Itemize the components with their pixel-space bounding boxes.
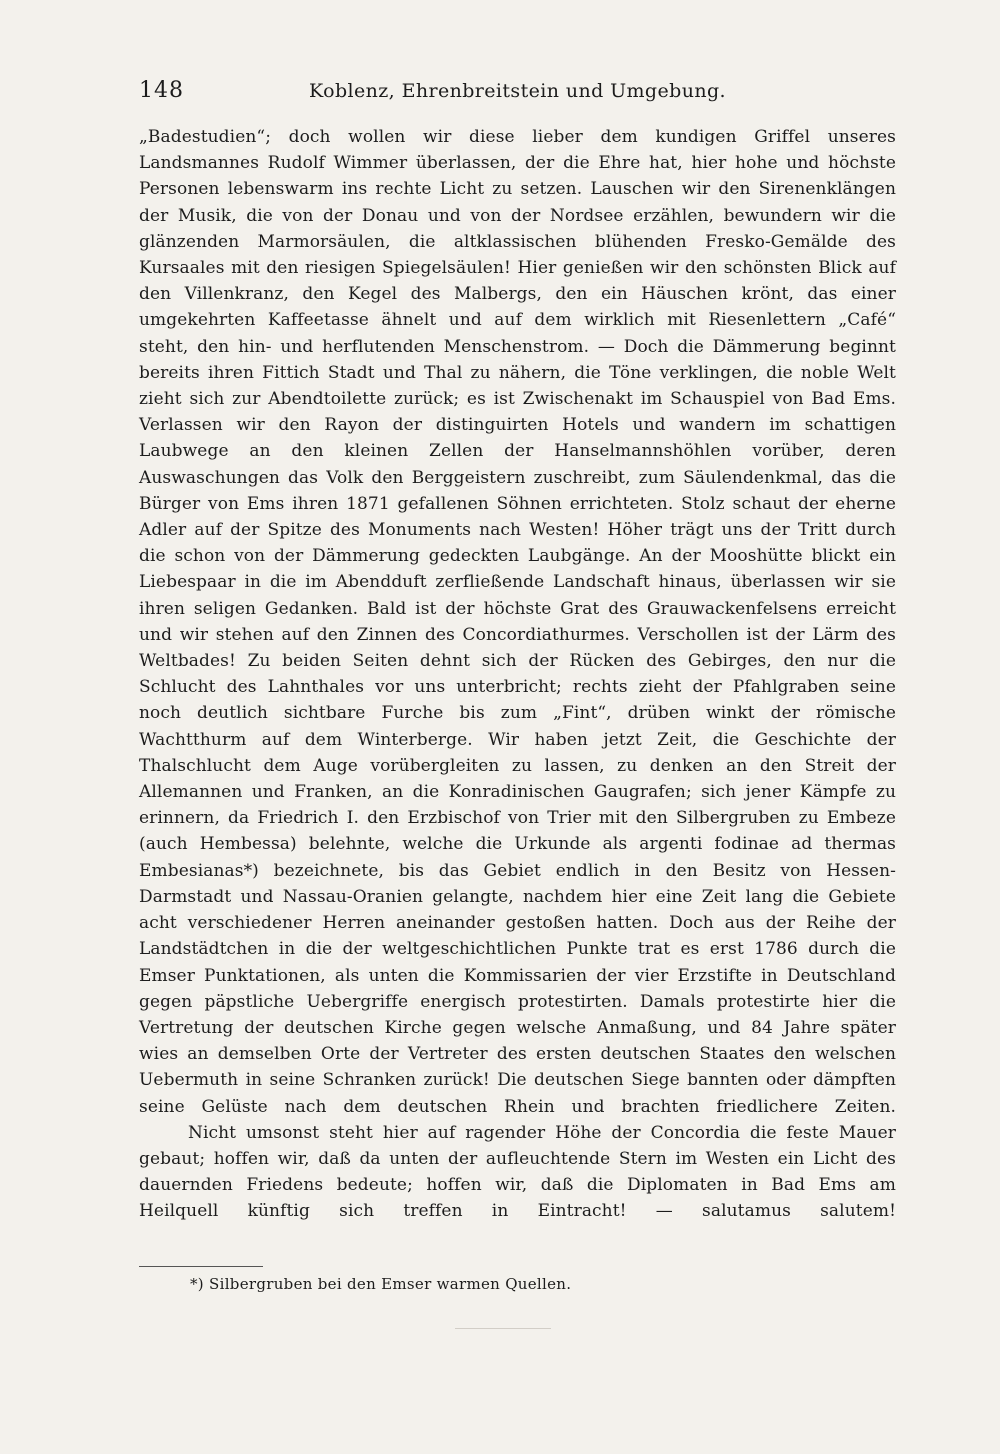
- running-title: Koblenz, Ehrenbreitstein und Umgebung.: [309, 80, 726, 102]
- footnote-divider: [139, 1266, 263, 1267]
- bleed-through-line: [455, 1328, 551, 1329]
- page-number: 148: [139, 78, 184, 103]
- page-header: [139, 76, 896, 110]
- paragraph: „Badestudien“; doch wollen wir diese lieber dem kundigen Griffel unseres Landsmannes Rudolf Wimmer überlassen, der die Ehre hat, hier hohe und höchste Personen lebenswarm ins rechte Licht zu setzen. Lauschen wir den Sirenenklängen der Musik, die von der Donau und von der Nordsee erzählen, bewundern wir die glänzenden Marmorsäulen, die altklassischen blühenden Fresko-Gemälde des Kursaales mit den riesigen Spiegelsäulen! Hier genießen wir den schönsten Blick auf den Villenkranz, den Kegel des Malbergs, den ein Häuschen krönt, das einer umgekehrten Kaffeetasse ähnelt und auf dem wirklich mit Riesenlettern „Café“ steht, den hin- und herflutenden Menschenstrom. — Doch die Dämmerung beginnt bereits ihren Fittich Stadt und Thal zu nähern, die Töne verklingen, die noble Welt zieht sich zur Abendtoilette zurück; es ist Zwischenakt im Schauspiel von Bad Ems. Verlassen wir den Rayon der distinguirten Hotels und wandern im schattigen Laubwege an den kleinen Zellen der Hanselmannshöhlen vorüber, deren Auswaschungen das Volk den Berggeistern zuschreibt, zum Säulendenkmal, das die Bürger von Ems ihren 1871 gefallenen Söhnen errichteten. Stolz schaut der eherne Adler auf der Spitze des Monuments nach Westen! Höher trägt uns der Tritt durch die schon von der Dämmerung gedeckten Laubgänge. An der Mooshütte blickt ein Liebespaar in die im Abendduft zerfließende Landschaft hinaus, überlassen wir sie ihren seligen Gedanken. Bald ist der höchste Grat des Grauwackenfelsens erreicht und wir stehen auf den Zinnen des Concordiathurmes. Verschollen ist der Lärm des Weltbades! Zu beiden Seiten dehnt sich der Rücken des Gebirges, den nur die Schlucht des Lahnthales vor uns unterbricht; rechts zieht der Pfahlgraben seine noch deutlich sichtbare Furche bis zum „Fint“, drüben winkt der römische Wachtthurm auf dem Winterberge. Wir haben jetzt Zeit, die Geschichte der Thalschlucht dem Auge vorübergleiten zu lassen, zu denken an den Streit der Allemannen und Franken, an die Konradinischen Gaugrafen; sich jener Kämpfe zu erinnern, da Friedrich I. den Erzbischof von Trier mit den Silbergruben zu Embeze (auch Hembessa) belehnte, welche die Urkunde als argenti fodinae ad thermas Embesianas*) bezeichnete, bis das Gebiet endlich in den Besitz von Hessen-Darmstadt und Nassau-Oranien gelangte, nachdem hier eine Zeit lang die Gebiete acht verschiedener Herren aneinander gestoßen hatten. Doch aus der Reihe der Landstädtchen in die der weltgeschichtlichen Punkte trat es erst 1786 durch die Emser Punktationen, als unten die Kommissarien der vier Erzstifte in Deutschland gegen päpstliche Uebergriffe energisch protestirten. Damals protestirte hier die Vertretung der deutschen Kirche gegen welsche Anmaßung, und 84 Jahre später wies an demselben Orte der Vertreter des ersten deutschen Staates den welschen Uebermuth in seine Schranken zurück! Die deutschen Siege bannten oder dämpften seine Gelüste nach dem deutschen Rhein und brachten friedlichere Zeiten.: [139, 127, 896, 1117]
- main-text: [139, 124, 896, 1225]
- footnote: *) Silbergruben bei den Emser warmen Quellen.: [190, 1275, 572, 1293]
- paragraph: Nicht umsonst steht hier auf ragender Höhe der Concordia die feste Mauer gebaut; hoffen wir, daß da unten der aufleuchtende Stern im Westen ein Licht des dauernden Friedens bedeute; hoffen wir, daß die Diplomaten in Bad Ems am Heilquell künftig sich treffen in Eintracht! — salutamus salutem!: [139, 1122, 896, 1222]
